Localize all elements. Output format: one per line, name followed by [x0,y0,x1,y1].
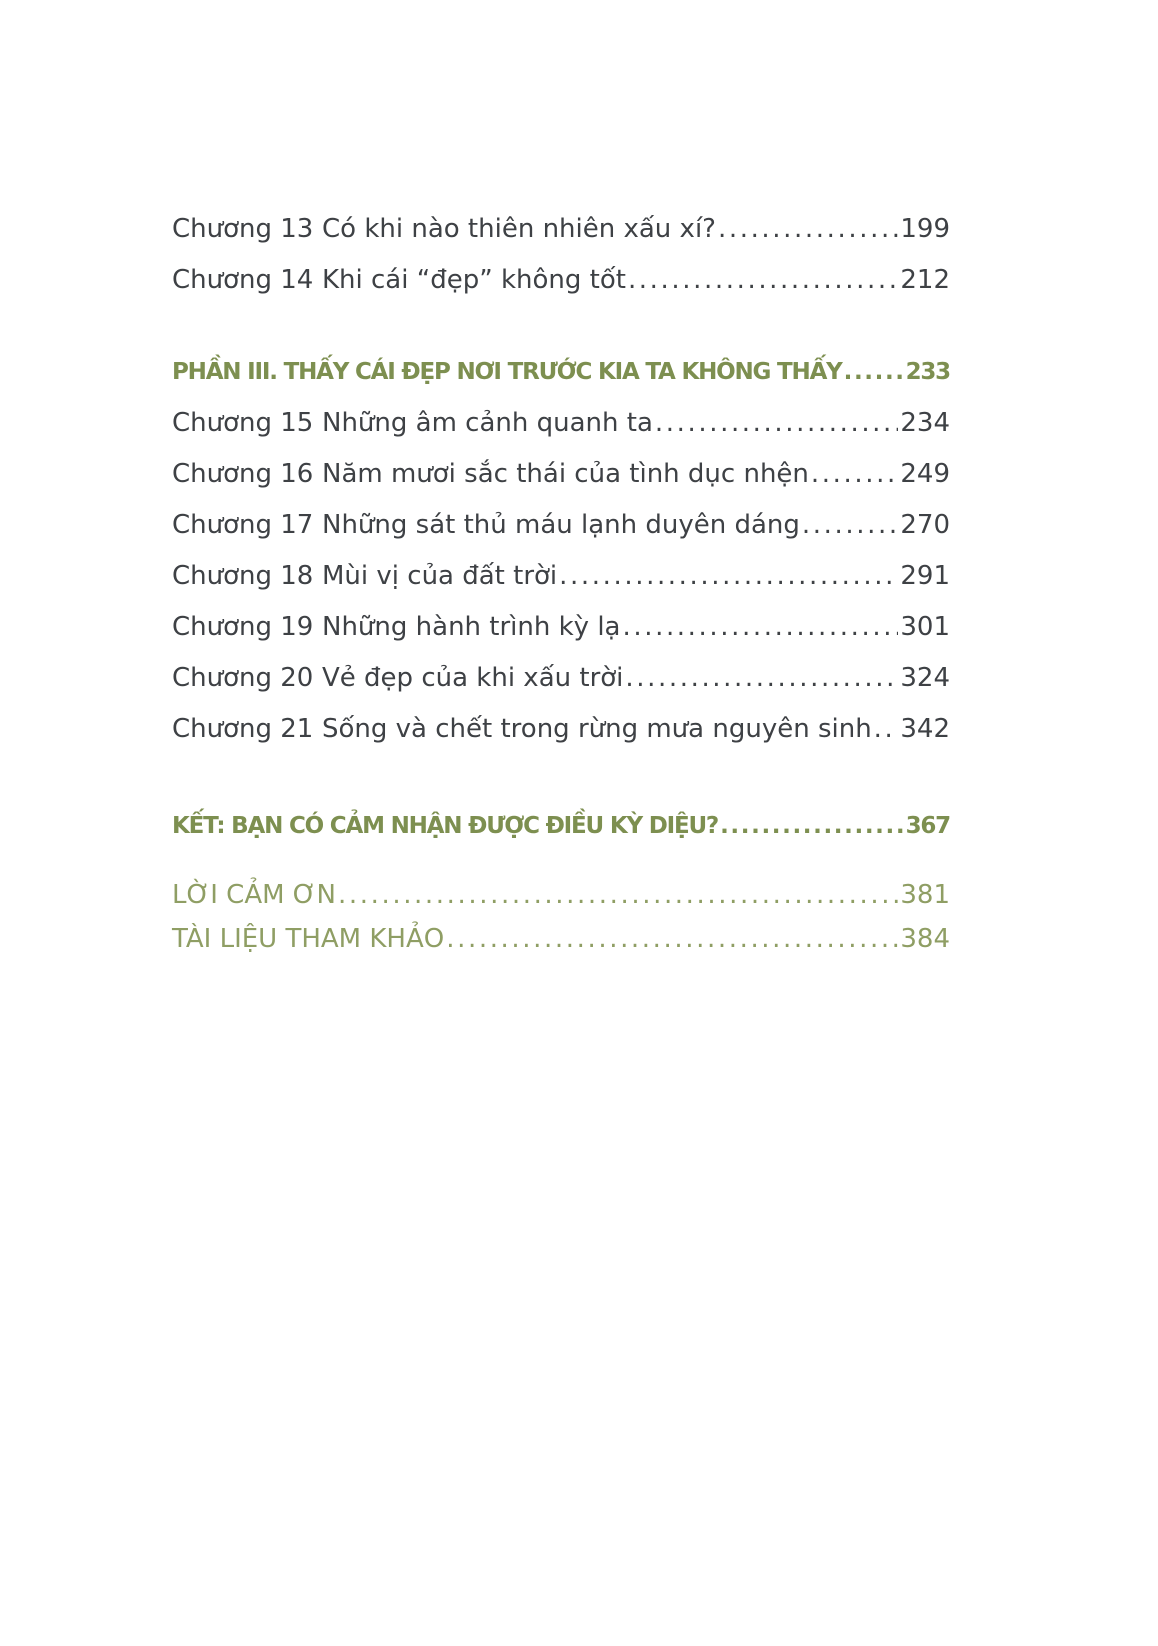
acknowledgements-title: LỜI CẢM ƠN [172,880,336,910]
chapter-title: Có khi nào thiên nhiên xấu xí? [322,214,716,244]
page-number: 249 [900,459,950,489]
references-entry [172,917,950,961]
dot-leader [622,602,898,653]
toc-entry-chapter-18 [172,551,950,602]
page-number: 367 [905,813,950,839]
page-number: 199 [900,214,950,244]
toc-entry-chapter-15 [172,398,950,449]
table-of-contents [172,204,950,961]
part-heading-title: PHẦN III. THẤY CÁI ĐẸP NƠI TRƯỚC KIA TA KHÔNG THẤY [172,359,842,385]
page-number: 291 [900,561,950,591]
chapter-label: Chương 21 [172,714,314,744]
page-number: 384 [900,924,950,954]
dot-leader [655,398,898,449]
chapter-label: Chương 14 [172,265,314,295]
chapter-label: Chương 20 [172,663,314,693]
acknowledgements-entry [172,873,950,917]
chapter-label: Chương 19 [172,612,314,642]
toc-entry-chapter-17 [172,500,950,551]
dot-leader [718,204,898,255]
chapter-label: Chương 13 [172,214,314,244]
chapter-title: Mùi vị của đất trời [322,561,558,591]
dot-leader [338,873,898,917]
dot-leader [625,653,898,704]
references-title: TÀI LIỆU THAM KHẢO [172,924,445,954]
part-3-heading [172,347,950,398]
page-number: 301 [900,612,950,642]
conclusion-title: KẾT: BẠN CÓ CẢM NHẬN ĐƯỢC ĐIỀU KỲ DIỆU? [172,813,719,839]
toc-entry-chapter-19 [172,602,950,653]
page-number: 342 [900,714,950,744]
dot-leader [844,347,904,398]
chapter-title: Sống và chết trong rừng mưa nguyên sinh [322,714,872,744]
dot-leader [559,551,898,602]
dot-leader [874,704,899,755]
conclusion-heading [172,801,950,852]
chapter-title: Khi cái “đẹp” không tốt [322,265,626,295]
toc-entry-chapter-21 [172,704,950,755]
toc-entry-chapter-20 [172,653,950,704]
toc-entry-chapter-16 [172,449,950,500]
chapter-label: Chương 17 [172,510,314,540]
page-number: 234 [900,408,950,438]
dot-leader [802,500,898,551]
page-number: 270 [900,510,950,540]
toc-entry-chapter-13 [172,204,950,255]
chapter-label: Chương 16 [172,459,314,489]
chapter-title: Những âm cảnh quanh ta [322,408,653,438]
page-number: 233 [905,359,950,385]
page-number: 212 [900,265,950,295]
chapter-label: Chương 18 [172,561,314,591]
chapter-label: Chương 15 [172,408,314,438]
dot-leader [811,449,898,500]
toc-entry-chapter-14 [172,255,950,306]
dot-leader [446,917,898,961]
page-number: 381 [900,880,950,910]
page-number: 324 [900,663,950,693]
chapter-title: Những sát thủ máu lạnh duyên dáng [322,510,800,540]
dot-leader [628,255,898,306]
chapter-title: Năm mươi sắc thái của tình dục nhện [322,459,809,489]
dot-leader [720,801,903,852]
chapter-title: Những hành trình kỳ lạ [322,612,621,642]
chapter-title: Vẻ đẹp của khi xấu trời [322,663,624,693]
